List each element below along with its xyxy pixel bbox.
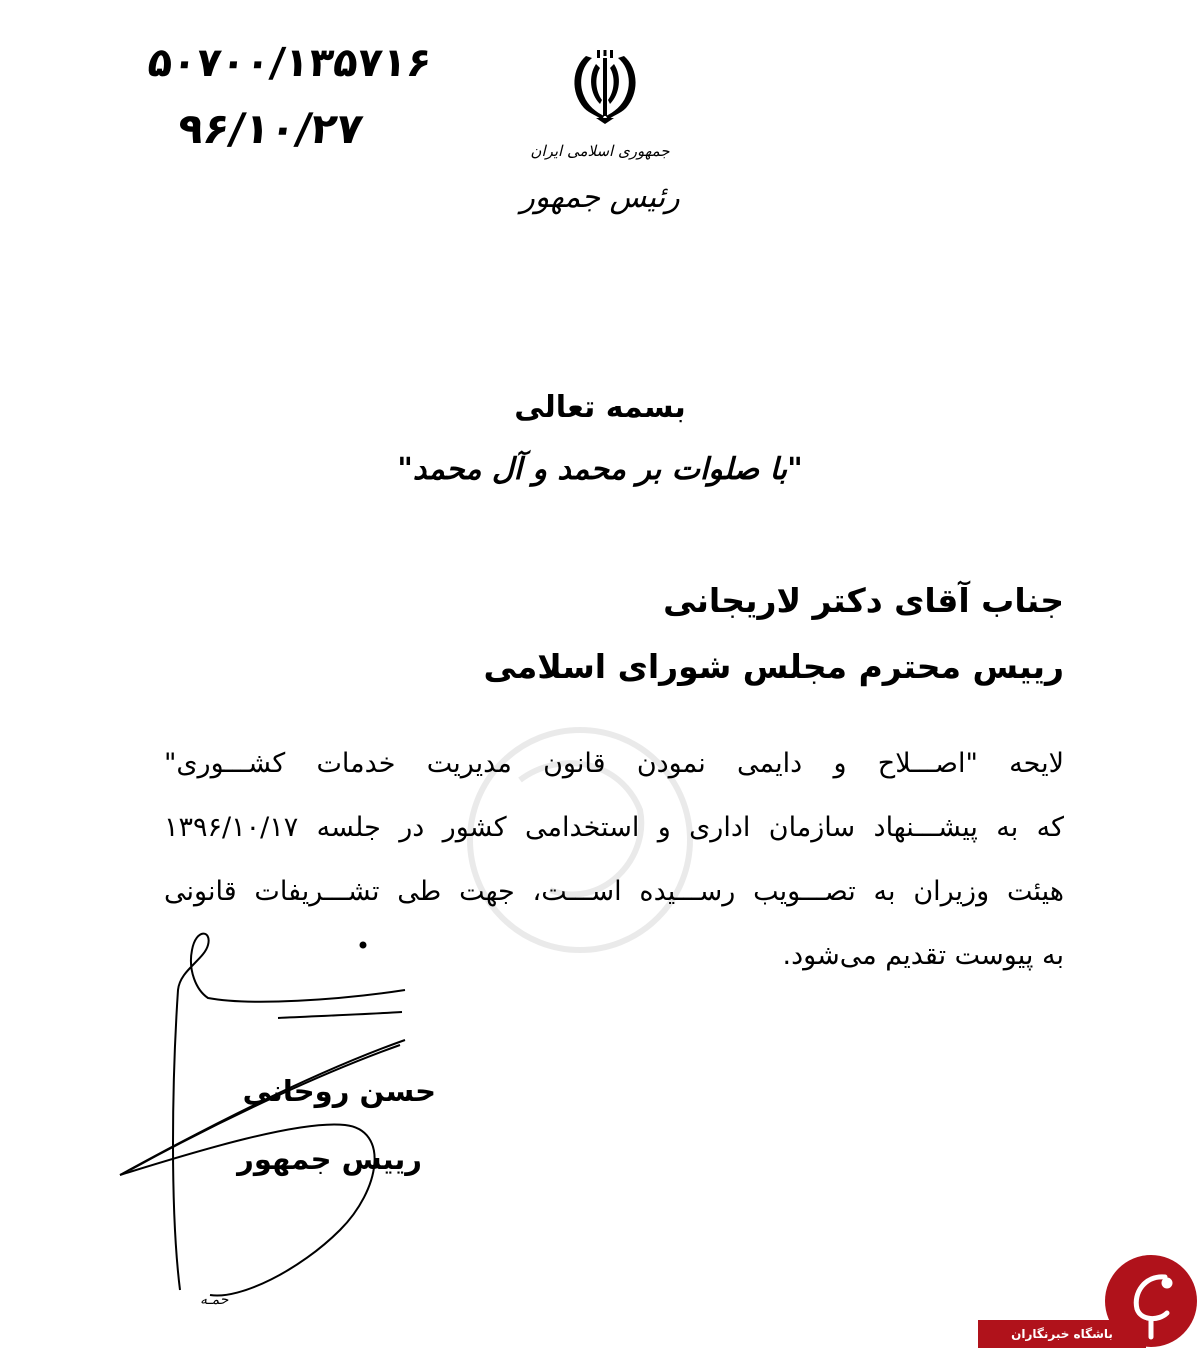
reference-number: ۵۰۷۰۰/۱۳۵۷۱۶: [145, 40, 434, 86]
body-line: به پیوست تقدیم می‌شود.: [782, 940, 1064, 971]
iran-emblem-icon: [566, 48, 644, 124]
reference-date: ۹۶/۱۰/۲۷: [174, 104, 366, 153]
header-country: جمهوری اسلامی ایران: [530, 142, 670, 160]
body-line: که به پیشـــنهاد سازمان اداری و استخدامی کشور در جلسه ۱۳۹۶/۱۰/۱۷: [164, 812, 1064, 843]
body-line: لایحه "اصـــلاح و دایمی نمودن قانون مدیریت خدمات کشـــوری": [164, 748, 1064, 779]
addressee-title: رییس محترم مجلس شورای اسلامی: [483, 647, 1064, 686]
initials: حمـه: [200, 1292, 229, 1308]
invocation: بسمه تعالی: [514, 390, 686, 425]
signer-title: رییس جمهور: [237, 1142, 422, 1176]
body-line: هیئت وزیران به تصـــویب رســـیده اســـت، جهت طی تشـــریفات قانونی: [164, 876, 1064, 907]
signer-name: حسن روحانی: [242, 1074, 436, 1108]
header-office: رئیس جمهور: [520, 180, 680, 215]
addressee-name: جناب آقای دکتر لاریجانی: [663, 581, 1064, 620]
salawat: "با صلوات بر محمد و آل محمد": [397, 452, 803, 487]
signature-icon: [100, 930, 450, 1310]
addressee: [364, 568, 1064, 700]
news-agency-label: باشگاه خبرنگاران: [978, 1320, 1146, 1348]
